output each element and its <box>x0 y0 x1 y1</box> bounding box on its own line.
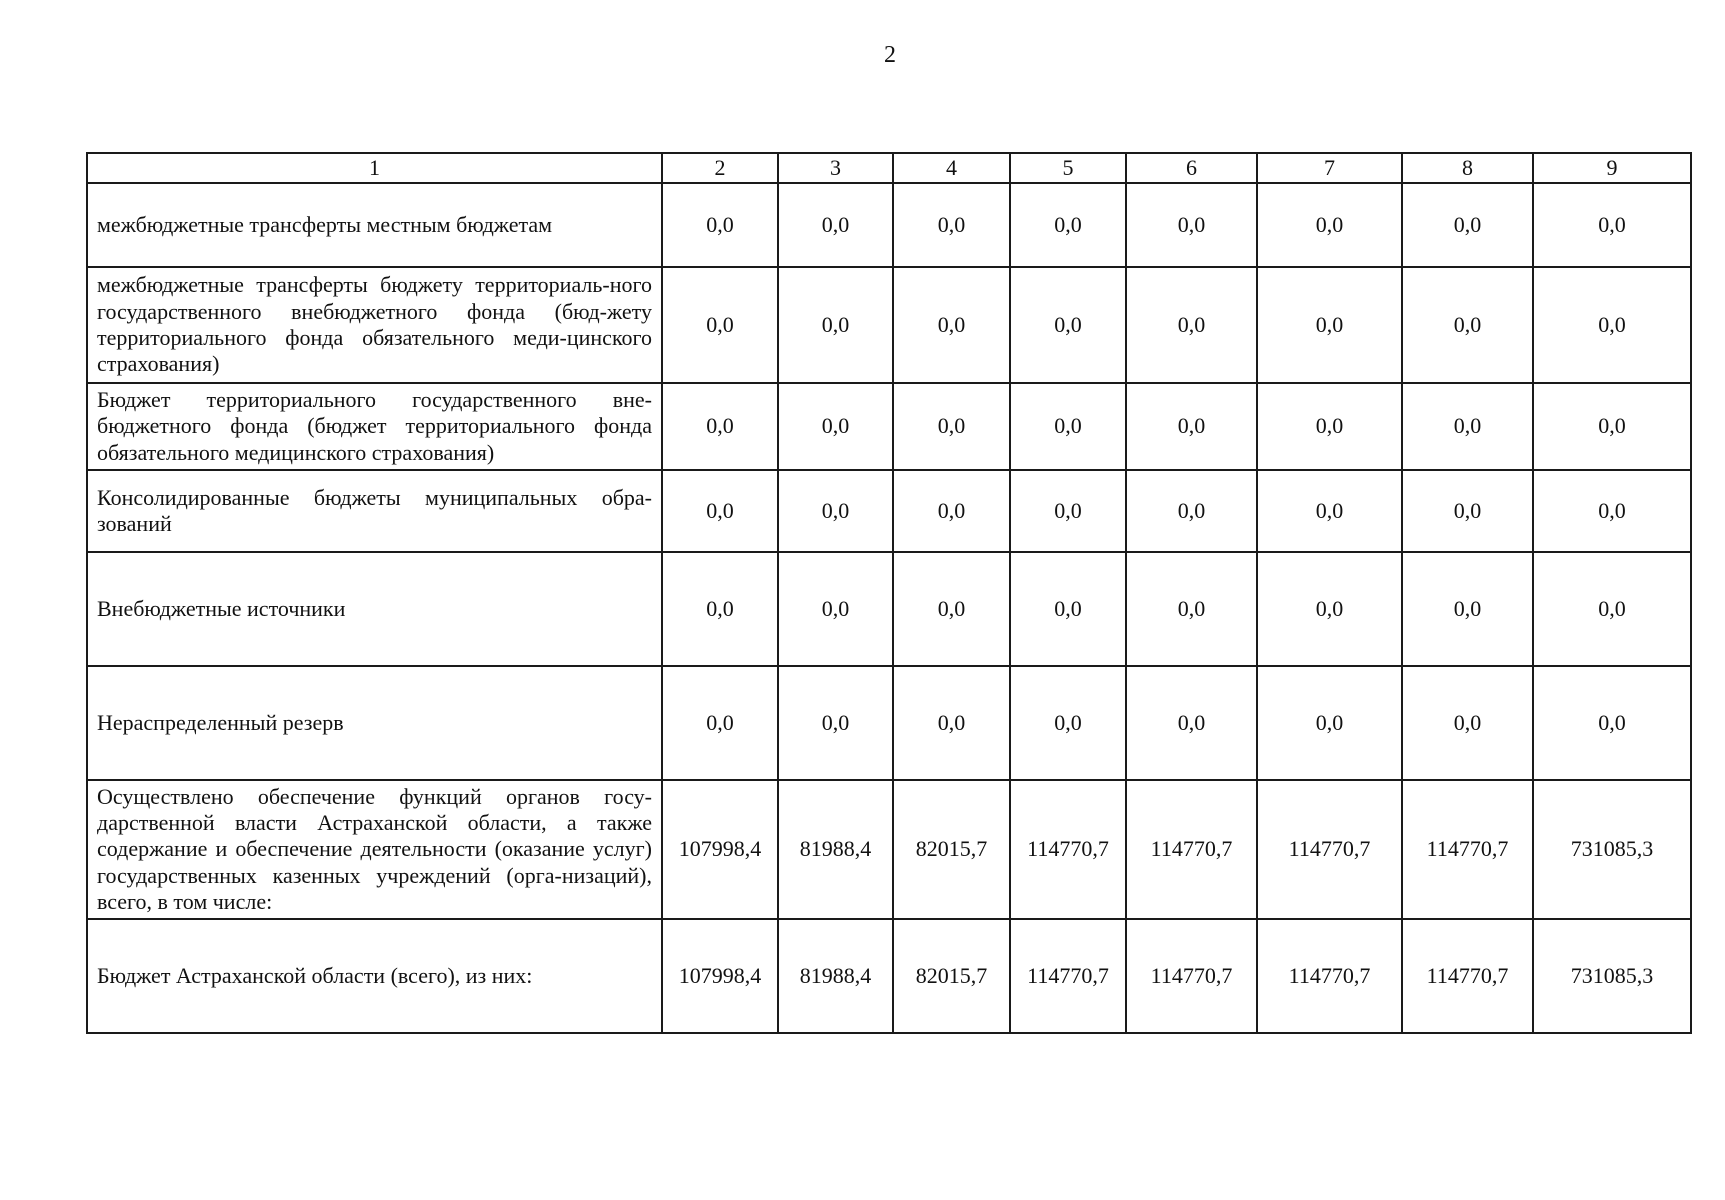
row-label: Осуществлено обеспечение функций органов госу-дарственной власти Астраханской области, а также содержание и обеспечение деятельности (оказание услуг) государственных казенных учреждений (орга-низаций), всего, в том числе: <box>87 780 662 919</box>
row-label: Консолидированные бюджеты муниципальных обра-зований <box>87 470 662 552</box>
table-cell: 0,0 <box>1257 267 1402 383</box>
column-header: 4 <box>893 153 1010 183</box>
table-row <box>87 919 1691 1033</box>
budget-table <box>86 152 1692 1034</box>
table-cell: 114770,7 <box>1402 780 1533 919</box>
table-cell: 114770,7 <box>1010 919 1126 1033</box>
table-cell: 0,0 <box>662 383 778 470</box>
row-label: Нераспределенный резерв <box>87 666 662 780</box>
table-cell: 0,0 <box>1010 267 1126 383</box>
table-cell: 0,0 <box>1126 552 1257 666</box>
table-cell: 81988,4 <box>778 919 893 1033</box>
table-cell: 0,0 <box>662 267 778 383</box>
column-header: 1 <box>87 153 662 183</box>
table-row <box>87 780 1691 919</box>
column-header: 5 <box>1010 153 1126 183</box>
table-cell: 0,0 <box>1402 267 1533 383</box>
table-cell: 0,0 <box>1257 470 1402 552</box>
table-row <box>87 383 1691 470</box>
table-cell: 0,0 <box>662 470 778 552</box>
header-row <box>87 153 1691 183</box>
table-cell: 114770,7 <box>1126 919 1257 1033</box>
table-cell: 0,0 <box>1010 183 1126 267</box>
row-label: межбюджетные трансферты местным бюджетам <box>87 183 662 267</box>
table-cell: 107998,4 <box>662 919 778 1033</box>
table-cell: 731085,3 <box>1533 919 1691 1033</box>
table-cell: 0,0 <box>1533 183 1691 267</box>
row-label: Бюджет Астраханской области (всего), из них: <box>87 919 662 1033</box>
table-cell: 0,0 <box>893 666 1010 780</box>
table-cell: 0,0 <box>1126 383 1257 470</box>
column-header: 3 <box>778 153 893 183</box>
table-cell: 0,0 <box>893 183 1010 267</box>
table-cell: 0,0 <box>778 552 893 666</box>
table-cell: 0,0 <box>1010 666 1126 780</box>
table-cell: 0,0 <box>1010 470 1126 552</box>
table-cell: 0,0 <box>778 470 893 552</box>
table-cell: 114770,7 <box>1010 780 1126 919</box>
table-cell: 0,0 <box>778 267 893 383</box>
table-cell: 0,0 <box>1402 666 1533 780</box>
table-cell: 0,0 <box>1402 183 1533 267</box>
table-cell: 0,0 <box>778 183 893 267</box>
table-cell: 0,0 <box>1126 470 1257 552</box>
table-cell: 0,0 <box>662 183 778 267</box>
table-row <box>87 470 1691 552</box>
table-cell: 82015,7 <box>893 780 1010 919</box>
row-label: Бюджет территориального государственного вне-бюджетного фонда (бюджет территориального фонда обязательного медицинского страхования) <box>87 383 662 470</box>
table-cell: 0,0 <box>893 552 1010 666</box>
table-cell: 0,0 <box>778 666 893 780</box>
table-cell: 0,0 <box>893 267 1010 383</box>
table-cell: 0,0 <box>1257 666 1402 780</box>
table-cell: 0,0 <box>1533 383 1691 470</box>
table-cell: 0,0 <box>1257 552 1402 666</box>
column-header: 9 <box>1533 153 1691 183</box>
table-row <box>87 552 1691 666</box>
column-header: 2 <box>662 153 778 183</box>
table-cell: 0,0 <box>893 383 1010 470</box>
column-header: 6 <box>1126 153 1257 183</box>
table-cell: 0,0 <box>1010 383 1126 470</box>
row-label: межбюджетные трансферты бюджету территориаль-ного государственного внебюджетного фонда (бюд-жету территориального фонда обязательного меди-цинского страхования) <box>87 267 662 383</box>
table-cell: 0,0 <box>893 470 1010 552</box>
table-cell: 81988,4 <box>778 780 893 919</box>
table-cell: 107998,4 <box>662 780 778 919</box>
table-cell: 0,0 <box>1126 183 1257 267</box>
table-cell: 0,0 <box>1257 183 1402 267</box>
page-number: 2 <box>884 42 896 68</box>
table-cell: 114770,7 <box>1257 780 1402 919</box>
table-cell: 0,0 <box>1257 383 1402 470</box>
table-cell: 114770,7 <box>1402 919 1533 1033</box>
table-cell: 0,0 <box>1402 552 1533 666</box>
table-cell: 0,0 <box>778 383 893 470</box>
table-row <box>87 183 1691 267</box>
row-label: Внебюджетные источники <box>87 552 662 666</box>
column-header: 8 <box>1402 153 1533 183</box>
table-cell: 0,0 <box>1533 666 1691 780</box>
table-row <box>87 666 1691 780</box>
column-header: 7 <box>1257 153 1402 183</box>
table-cell: 731085,3 <box>1533 780 1691 919</box>
table-cell: 0,0 <box>662 552 778 666</box>
table-cell: 0,0 <box>1126 666 1257 780</box>
table-cell: 0,0 <box>662 666 778 780</box>
table-cell: 0,0 <box>1533 552 1691 666</box>
table-cell: 114770,7 <box>1257 919 1402 1033</box>
table-cell: 0,0 <box>1402 470 1533 552</box>
table-cell: 0,0 <box>1533 470 1691 552</box>
table-cell: 114770,7 <box>1126 780 1257 919</box>
table-row <box>87 267 1691 383</box>
table-cell: 0,0 <box>1010 552 1126 666</box>
table-cell: 82015,7 <box>893 919 1010 1033</box>
table-cell: 0,0 <box>1402 383 1533 470</box>
table-cell: 0,0 <box>1533 267 1691 383</box>
table-cell: 0,0 <box>1126 267 1257 383</box>
